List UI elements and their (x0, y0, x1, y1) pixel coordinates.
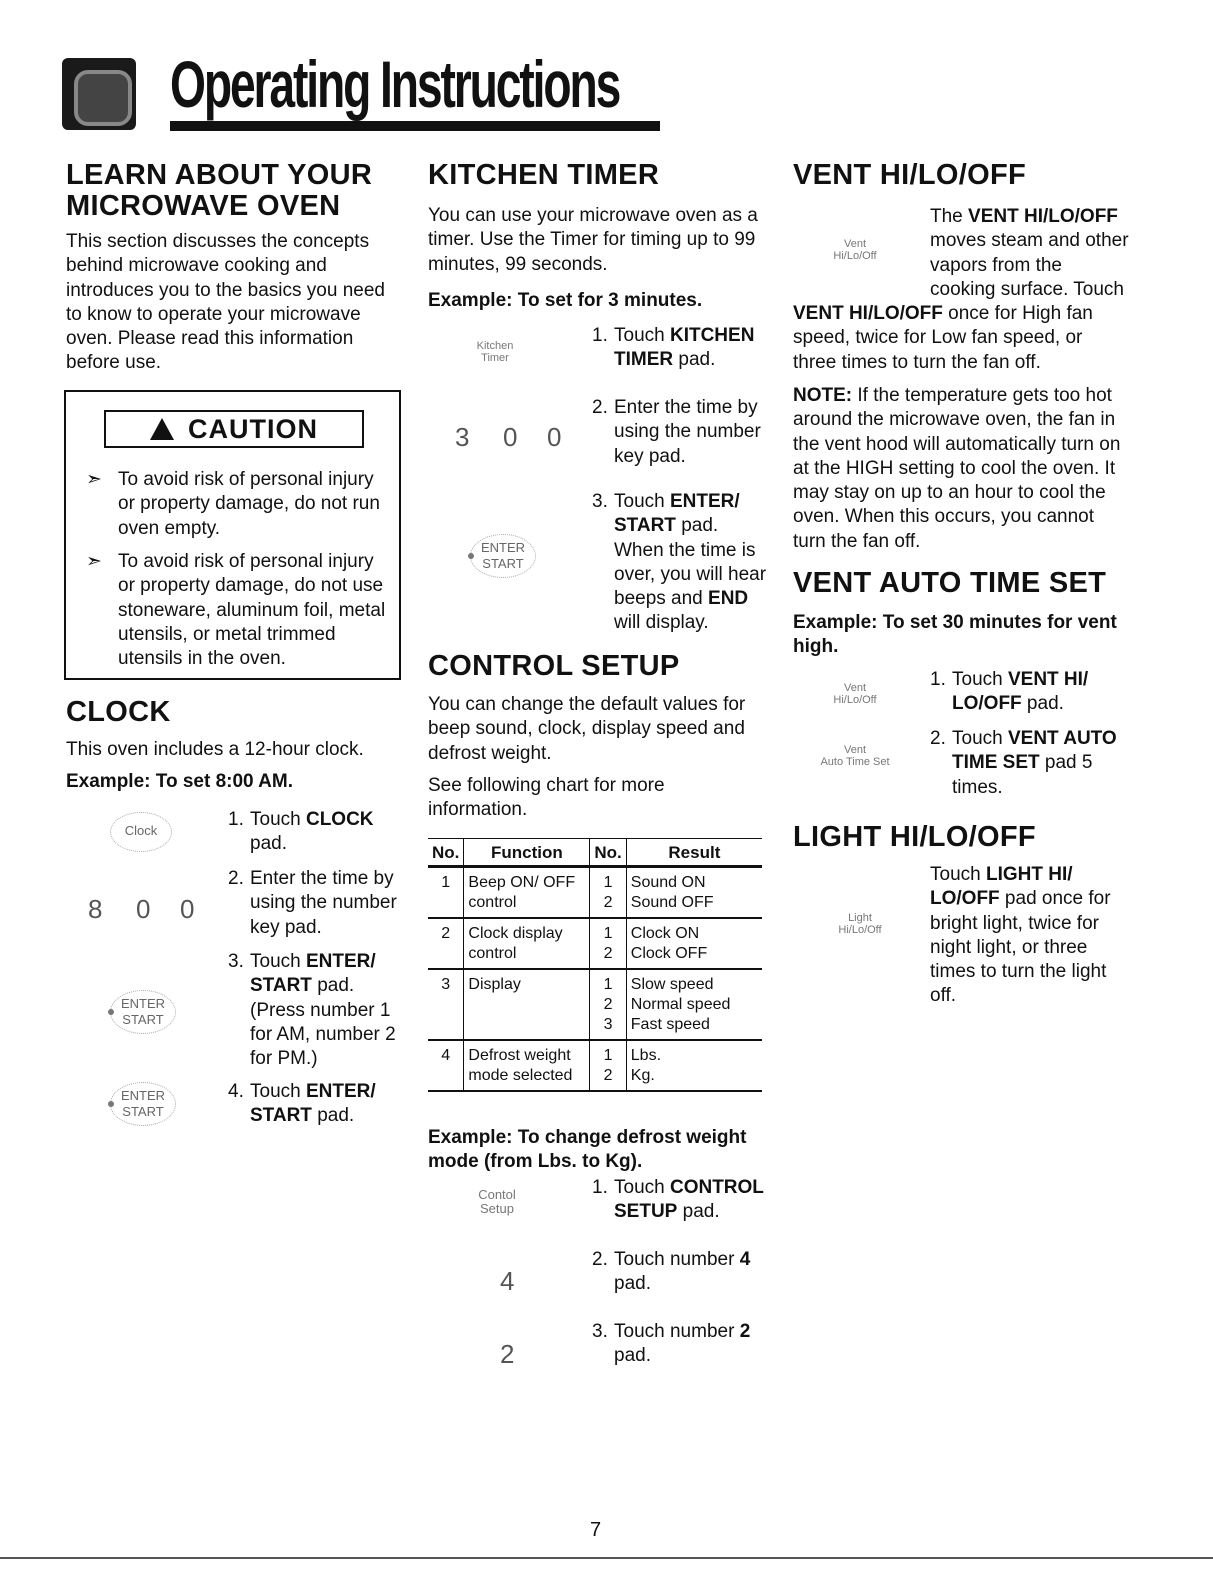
enter-start-pad-icon (110, 990, 176, 1034)
step-text: Touch (250, 951, 306, 972)
step-text: pad. (1021, 693, 1064, 715)
step-text: Touch number (614, 1249, 740, 1270)
timer-example: Example: To set for 3 minutes. (428, 289, 703, 311)
caution-item (86, 550, 386, 671)
pad-label: Hi/Lo/Off (838, 924, 882, 936)
vent-note (793, 384, 1130, 554)
enter-start-pad-icon (110, 1082, 176, 1126)
footer-rule (0, 1557, 1213, 1559)
step-number: 3. (592, 491, 608, 512)
title-underline (170, 121, 660, 131)
clock-pad-icon (110, 812, 172, 852)
body-text: If the temperature gets too hot around the microwave oven, the fan in the vent hood will automatically turn on at the HIGH setting to cool the oven. It may stay on up to an hour to cool the oven. When this occurs, you cannot turn the fan off. (793, 385, 1121, 552)
vent-pad-icon (812, 682, 898, 706)
step-number: 2. (930, 728, 946, 749)
pad-label: Vent (843, 238, 867, 250)
caution-label (104, 410, 364, 448)
step-text: pad 5 times. (952, 752, 1093, 798)
table-row (428, 867, 762, 919)
page-number: 7 (590, 1519, 602, 1541)
step-key: END (708, 588, 749, 610)
pad-label: START (122, 1104, 164, 1119)
vent-pad-icon (812, 238, 898, 262)
vent-body (793, 302, 1130, 375)
step-key: ENTER/ START (614, 491, 740, 537)
pad-label: ENTER (120, 1088, 166, 1103)
setup-section (428, 651, 768, 822)
step-key: 2 (739, 1321, 751, 1342)
clock-heading: CLOCK (66, 696, 171, 728)
vent-auto-step (930, 727, 1130, 800)
vent-auto-step (930, 668, 1130, 717)
page-title: Operating Instructions (170, 47, 620, 121)
vent-intro (930, 205, 1130, 302)
digit-key: 3 (455, 422, 470, 452)
digit-key: 0 (180, 894, 195, 924)
clock-step (228, 950, 403, 1071)
clock-step (228, 808, 403, 857)
table-cell: 2 (428, 918, 464, 969)
step-number: 1. (592, 1177, 608, 1198)
learn-body: This section discusses the concepts behind microwave cooking and introduces you to the basics you need to know to operate your microwave oven. Please read this information before use. (66, 231, 385, 374)
step-text: pad. (311, 1105, 355, 1127)
setup-body: See following chart for more information. (428, 774, 665, 821)
digit-key: 0 (503, 422, 518, 452)
step-number: 2. (592, 397, 608, 418)
setup-heading: CONTROL SETUP (428, 650, 680, 682)
vent-heading: VENT HI/LO/OFF (793, 159, 1026, 191)
setup-step (592, 1176, 767, 1225)
clock-body: This oven includes a 12-hour clock. (66, 739, 364, 760)
clock-example: Example: To set 8:00 AM. (66, 771, 294, 793)
pad-label: Hi/Lo/Off (833, 250, 877, 262)
table-cell: 1 (428, 867, 464, 919)
step-number: 2. (228, 868, 244, 889)
step-key: KITCHEN TIMER (614, 325, 755, 371)
step-key: 4 (739, 1249, 751, 1270)
timer-body: You can use your microwave oven as a timer. Use the Timer for timing up to 99 minutes, 99 seconds. (428, 205, 758, 275)
table-cell: Sound ON Sound OFF (626, 867, 762, 919)
key-name: VENT HI/LO/OFF (968, 206, 1118, 227)
step-key: CLOCK (305, 809, 374, 830)
table-cell: Clock display control (464, 918, 590, 969)
pad-label: Vent (843, 744, 867, 756)
learn-heading-line1: LEARN ABOUT YOUR (66, 159, 373, 191)
vent-auto-example: Example: To set 30 minutes for vent high. (793, 612, 1117, 657)
column-right (793, 160, 1128, 191)
table-cell: 1 2 (590, 867, 626, 919)
step-number: 2. (592, 1249, 608, 1270)
table-cell: Beep ON/ OFF control (464, 867, 590, 919)
step-text: Touch number (614, 1321, 740, 1342)
digit-key: 0 (547, 422, 562, 452)
step-text: Touch (614, 325, 670, 346)
step-text: Touch (250, 809, 306, 830)
setup-step (592, 1320, 767, 1369)
arrow-bullet-icon: ➣ (86, 551, 102, 572)
column-middle (428, 160, 768, 313)
pad-label: Auto Time Set (820, 756, 890, 768)
arrow-bullet-icon: ➣ (86, 469, 102, 490)
learn-heading (66, 160, 402, 222)
setup-step (592, 1248, 767, 1297)
step-text: pad. (Press number 1 for AM, number 2 for PM.) (250, 975, 396, 1070)
setup-example: Example: To change defrost weight mode (from Lbs. to Kg). (428, 1127, 747, 1172)
step-key: CONTROL SETUP (614, 1177, 764, 1223)
pad-label: Contol (478, 1187, 516, 1202)
step-text: Enter the time by using the number key pad. (614, 397, 761, 467)
control-setup-pad-icon (462, 1188, 532, 1216)
vent-auto-section (793, 568, 1130, 659)
step-text: pad. When the time is over, you will hear beeps and (614, 515, 767, 610)
pad-label: Timer (481, 352, 509, 364)
microwave-icon (62, 58, 136, 130)
digit-key: 2 (500, 1339, 515, 1369)
table-cell: Display (464, 969, 590, 1040)
step-number: 3. (228, 951, 244, 972)
control-setup-table (428, 838, 762, 1092)
caution-item (86, 468, 386, 541)
light-heading: LIGHT HI/LO/OFF (793, 821, 1036, 853)
pad-label: Kitchen (476, 340, 514, 352)
timer-heading: KITCHEN TIMER (428, 159, 660, 191)
digit-key: 8 (88, 894, 103, 924)
table-cell: 4 (428, 1040, 464, 1091)
step-text: Touch (614, 491, 670, 512)
step-text: pad. (614, 1345, 651, 1367)
step-key: ENTER/ START (250, 1081, 376, 1127)
table-header: Function (464, 839, 590, 867)
body-text: Touch (930, 864, 986, 885)
table-cell: Lbs. Kg. (626, 1040, 762, 1091)
step-key: VENT HI/ LO/OFF (952, 669, 1089, 715)
table-header: Result (626, 839, 762, 867)
light-body (930, 863, 1120, 1009)
table-row (428, 918, 762, 969)
caution-box (64, 390, 401, 680)
pad-label: Setup (480, 1201, 514, 1216)
pad-label: ENTER (480, 540, 526, 555)
enter-start-pad-icon (470, 534, 536, 578)
step-key: VENT AUTO TIME SET (952, 728, 1117, 774)
learn-heading-line2: MICROWAVE OVEN (66, 190, 341, 222)
timer-step (592, 324, 767, 373)
digit-key: 4 (500, 1266, 515, 1296)
table-row (428, 1040, 762, 1091)
body-text: pad once for bright light, twice for night light, or three times to turn the light off. (930, 888, 1111, 1007)
light-pad-icon (820, 912, 900, 936)
body-text: once for High fan speed, twice for Low fan speed, or three times to turn the fan off. (793, 303, 1093, 373)
step-key: ENTER/ START (250, 951, 376, 997)
step-text: pad. (673, 349, 716, 371)
table-row (428, 969, 762, 1040)
step-text: will display. (614, 612, 709, 634)
table-cell: Defrost weight mode selected (464, 1040, 590, 1091)
pad-label: START (482, 556, 524, 571)
step-text: Touch (952, 669, 1008, 690)
step-text: pad. (250, 833, 287, 855)
key-name: LIGHT HI/ LO/OFF (930, 864, 1073, 910)
light-section (793, 822, 1130, 853)
kitchen-timer-pad-icon (460, 340, 530, 364)
step-number: 1. (930, 669, 946, 690)
key-name: VENT HI/LO/OFF (793, 303, 943, 324)
note-label: NOTE: (793, 385, 853, 406)
step-number: 1. (592, 325, 608, 346)
table-header: No. (590, 839, 626, 867)
step-number: 3. (592, 1321, 608, 1342)
step-text: Touch (952, 728, 1008, 749)
setup-body: You can change the default values for beep sound, clock, display speed and defrost weight. (428, 694, 746, 764)
table-header: No. (428, 839, 464, 867)
table-cell: Clock ON Clock OFF (626, 918, 762, 969)
step-text: pad. (614, 1273, 651, 1295)
table-cell: Slow speed Normal speed Fast speed (626, 969, 762, 1040)
digit-key: 0 (136, 894, 151, 924)
table-cell: 1 2 (590, 918, 626, 969)
clock-step (228, 867, 403, 940)
vent-auto-time-pad-icon (812, 744, 898, 768)
step-text: Touch (614, 1177, 670, 1198)
table-cell: 3 (428, 969, 464, 1040)
timer-step (592, 396, 767, 469)
body-text: moves steam and other vapors from the cooking surface. Touch (930, 230, 1129, 300)
step-number: 1. (228, 809, 244, 830)
body-text: The (930, 206, 969, 227)
caution-item-text: To avoid risk of personal injury or property damage, do not use stoneware, aluminum foil, metal utensils, or metal trimmed utensils in the oven. (118, 551, 386, 670)
pad-label: Vent (843, 682, 867, 694)
step-text: Enter the time by using the number key pad. (250, 868, 397, 938)
step-number: 4. (228, 1081, 244, 1102)
clock-pad-label: Clock (124, 823, 158, 838)
table-cell: 1 2 (590, 1040, 626, 1091)
step-text: pad. (677, 1201, 720, 1223)
vent-auto-heading: VENT AUTO TIME SET (793, 567, 1107, 599)
clock-step (228, 1080, 403, 1129)
caution-item-text: To avoid risk of personal injury or property damage, do not run oven empty. (118, 469, 380, 539)
warning-icon (150, 418, 174, 440)
table-header-row (428, 839, 762, 867)
pad-label: Hi/Lo/Off (833, 694, 877, 706)
table-cell: 1 2 3 (590, 969, 626, 1040)
caution-text: CAUTION (188, 414, 318, 444)
pad-label: START (122, 1012, 164, 1027)
timer-step (592, 490, 767, 636)
pad-label: ENTER (120, 996, 166, 1011)
step-text: Touch (250, 1081, 306, 1102)
clock-section (66, 697, 402, 794)
pad-label: Light (848, 912, 872, 924)
column-left (66, 160, 402, 376)
